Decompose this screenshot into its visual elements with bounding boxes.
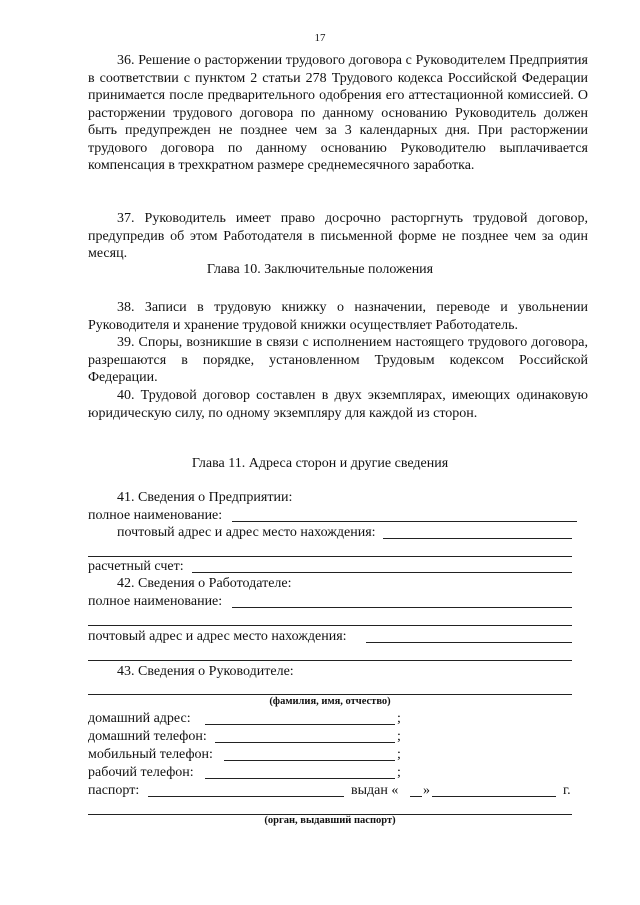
employer-name-line: [232, 607, 572, 608]
work-phone-line: [205, 778, 395, 779]
enterprise-name-line: [232, 521, 577, 522]
account-line: [192, 572, 572, 573]
work-phone-semicolon: ;: [397, 765, 401, 780]
paragraph-37: 37. Руководитель имеет право досрочно расторгнуть трудовой договор, предупредив об этом Работодателя в письменной форме не позднее чем за один месяц.: [88, 211, 588, 261]
paragraph-40: 40. Трудовой договор составлен в двух экземплярах, имеющих одинаковую юридическую силу, по одному экземпляру для каждой из сторон.: [88, 388, 588, 421]
employer-address-line-2: [88, 660, 572, 661]
enterprise-name-label: полное наименование:: [88, 508, 223, 523]
issued-label: выдан «: [351, 783, 399, 798]
passport-label: паспорт:: [88, 783, 140, 798]
employer-address-label: почтовый адрес и адрес место нахождения:: [88, 629, 347, 644]
mobile-phone-semicolon: ;: [397, 747, 401, 762]
paragraph-39: 39. Споры, возникшие в связи с исполнением настоящего трудового договора, разрешаются в порядке, установленном Трудовым кодексом Российской Федерации.: [88, 335, 588, 385]
section-41-title: 41. Сведения о Предприятии:: [117, 490, 293, 505]
chapter-11-heading: Глава 11. Адреса сторон и другие сведения: [191, 456, 449, 471]
work-phone-label: рабочий телефон:: [88, 765, 194, 780]
home-phone-line: [215, 742, 395, 743]
home-address-semicolon: ;: [397, 711, 401, 726]
employer-name-label: полное наименование:: [88, 594, 223, 609]
year-suffix: г.: [563, 783, 571, 798]
passport-number-line: [148, 796, 344, 797]
home-phone-label: домашний телефон:: [88, 729, 207, 744]
employer-name-line-2: [88, 625, 572, 626]
mobile-phone-label: мобильный телефон:: [88, 747, 213, 762]
account-label: расчетный счет:: [88, 559, 184, 574]
home-address-line: [205, 724, 395, 725]
fio-caption: (фамилия, имя, отчество): [269, 696, 391, 707]
enterprise-address-line-2: [88, 556, 572, 557]
enterprise-address-line: [383, 538, 572, 539]
paragraph-38: 38. Записи в трудовую книжку о назначении, переводе и увольнении Руководителя и хранение трудовой книжки осуществляет Работодатель.: [88, 300, 588, 333]
section-42-title: 42. Сведения о Работодателе:: [117, 576, 292, 591]
issuer-caption: (орган, выдавший паспорт): [264, 815, 396, 826]
page-number: 17: [314, 32, 326, 44]
issue-month-line: [432, 796, 556, 797]
fio-line: [88, 694, 572, 695]
chapter-10-heading: Глава 10. Заключительные положения: [206, 262, 434, 277]
home-phone-semicolon: ;: [397, 729, 401, 744]
paragraph-36: 36. Решение о расторжении трудового договора с Руководителем Предприятия в соответствии с пунктом 2 статьи 278 Трудового кодекса Российской Федерации принимается после предварительного одобрения его аттестационной комиссией. О расторжении трудового договора по данному основанию Руководитель должен быть предупрежден не позднее чем за 3 календарных дня. При расторжении трудового договора по данному основанию Руководителю выплачивается компенсация в трехкратном размере среднемесячного заработка.: [88, 53, 588, 173]
mobile-phone-line: [224, 760, 395, 761]
quote-close: »: [423, 783, 430, 798]
issue-day-line: [410, 796, 422, 797]
section-43-title: 43. Сведения о Руководителе:: [117, 664, 294, 679]
employer-address-line: [366, 642, 572, 643]
enterprise-address-label: почтовый адрес и адрес место нахождения:: [117, 525, 376, 540]
home-address-label: домашний адрес:: [88, 711, 191, 726]
